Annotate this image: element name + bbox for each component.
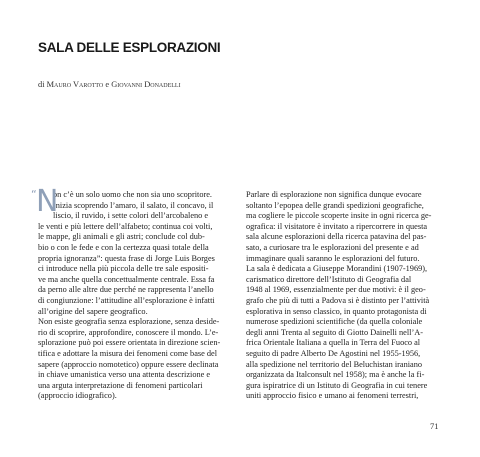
text-line: le venti e più lettere dell’alfabeto; continua coi volti, <box>38 221 213 231</box>
text-line: sala alcune esplorazioni della ricerca patavina del pas- <box>246 232 427 242</box>
byline-conjunction: e <box>105 80 110 89</box>
text-line: sapere (approccio nomotetico) oppure essere declinata <box>38 359 219 369</box>
text-line: alla spedizione nel territorio del Beluchistan iraniano <box>246 359 423 369</box>
text-line: La sala è dedicata a Giuseppe Morandini (1907-1969), <box>246 264 428 274</box>
text-line: grafo che più di tutti a Padova si è distinto per l’attività <box>246 295 430 305</box>
text-line: esplorativa in senso classico, in quanto protagonista di <box>246 306 427 316</box>
text-line: carismatico direttore dell’Istituto di Geografia dal <box>246 274 412 284</box>
text-line: sato, a curiosare tra le esplorazioni del presente e ad <box>246 242 419 252</box>
text-line: seguito di padre Alberto De Agostini nel 1955-1956, <box>246 348 421 358</box>
drop-cap-letter: N <box>36 184 59 219</box>
text-line: 1948 al 1969, essenzialmente per due motivi: è il geo- <box>246 285 426 295</box>
text-line: ci introduce nella più piccola delle tre sale espositi- <box>38 264 209 274</box>
text-column-right <box>246 190 442 402</box>
text-line: Inizia scoprendo l’amaro, il salato, il concavo, il <box>53 200 214 210</box>
text-line: da perno alle altre due perché ne rappresenta l’anello <box>38 285 214 295</box>
text-line: degli anni Trenta al seguito di Giotto Dainelli nell’A- <box>246 327 423 337</box>
text-line: tifica e adottare la misura dei fenomeni come base del <box>38 348 217 358</box>
text-line: ma cogliere le piccole scoperte insite in ogni ricerca ge- <box>246 211 432 221</box>
opening-quote-mark: “ <box>31 188 37 201</box>
byline-prefix: di <box>38 80 45 89</box>
text-line: organizzata da Italconsult nel 1958); ma è anche la fi- <box>246 370 425 380</box>
text-line: bio o con le fede e con la certezza quasi totale della <box>38 242 209 252</box>
text-line: all’origine del sapere geografico. <box>38 306 148 316</box>
text-line: frica Orientale Italiana a quella in Terra del Fuoco al <box>246 338 421 348</box>
text-line: di congiunzione: l’attitudine all’esplorazione è infatti <box>38 295 215 305</box>
page-number: 71 <box>430 421 439 431</box>
text-line: gura ispiratrice di un Istituto di Geografia in cui tenere <box>246 380 428 390</box>
text-line: ve ma anche quella concettualmente centrale. Essa fa <box>38 274 215 284</box>
text-column-left <box>31 184 238 402</box>
text-line: una arguta interpretazione di fenomeni particolari <box>38 380 203 390</box>
text-line: Parlare di esplorazione non significa dunque evocare <box>246 190 422 199</box>
text-line: soltanto l’epopea delle grandi spedizioni geografiche, <box>246 200 424 210</box>
text-line: splorazione può poi essere orientata in direzione scien- <box>38 338 221 348</box>
text-line: numerose spedizioni scientifiche (da quella coloniale <box>246 317 423 327</box>
text-line: in chiave umanistica verso una attenta descrizione e <box>38 370 211 380</box>
text-line: Non esiste geografia senza esplorazione, senza deside- <box>38 317 220 327</box>
text-line: on c’è un solo uomo che non sia uno scopritore. <box>53 190 212 199</box>
text-line: liscio, il ruvido, i sette colori dell’arcobaleno e <box>53 211 209 221</box>
text-line: rio di scoprire, approfondire, conoscere il mondo. L’e- <box>38 327 219 337</box>
author-name: Giovanni Donadelli <box>111 80 181 89</box>
text-line: immaginare quali saranno le esplorazioni del futuro. <box>246 253 420 263</box>
text-line: propria ignoranza”: questa frase di Jorge Luis Borges <box>38 253 215 263</box>
page-title: SALA DELLE ESPLORAZIONI <box>38 40 221 55</box>
text-line: le mappe, gli animali e gli astri; conclude col dub- <box>38 232 205 242</box>
drop-cap <box>31 184 59 223</box>
text-line: ografica: il visitatore è invitato a ripercorrere in questa <box>246 221 428 231</box>
text-line: uniti approccio fisico e umano ai fenomeni terrestri, <box>246 391 419 401</box>
author-name: Mauro Varotto <box>46 80 104 89</box>
text-line: (approccio idiografico). <box>38 391 117 401</box>
author-byline <box>38 80 181 89</box>
